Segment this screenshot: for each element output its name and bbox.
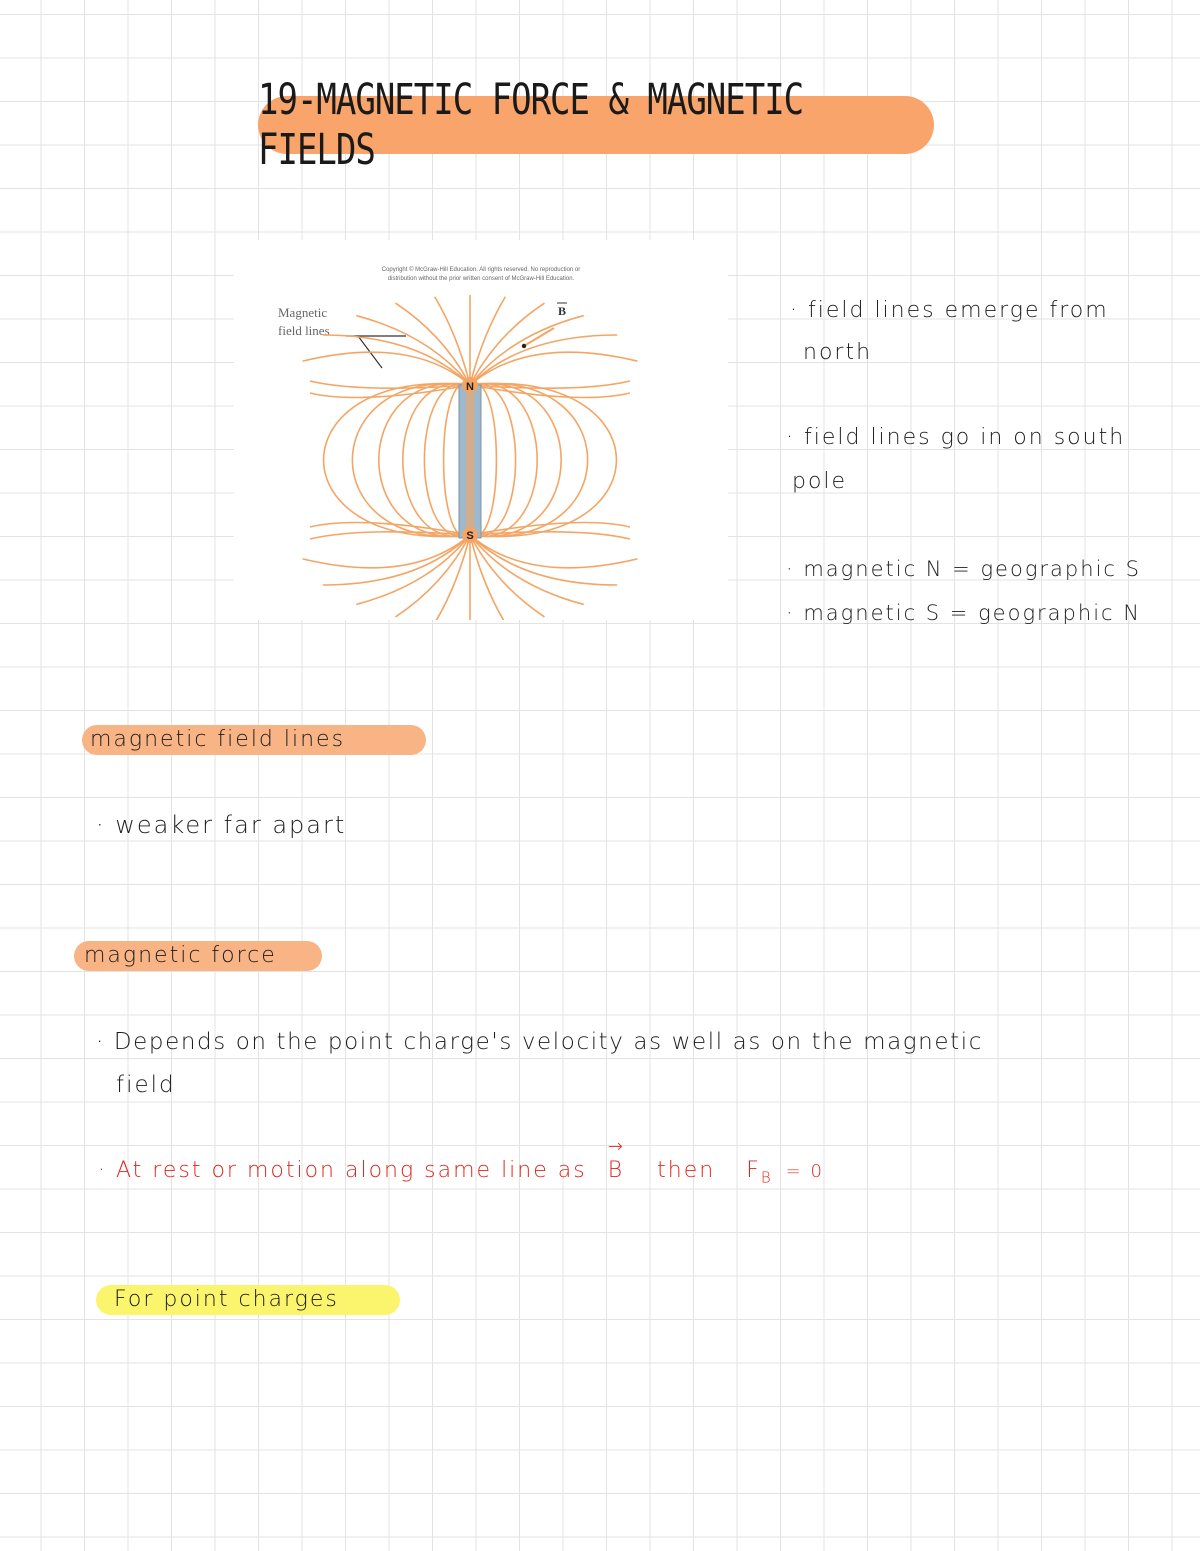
field-ray-south-10 — [470, 535, 637, 568]
force-heading: magnetic force — [84, 943, 277, 968]
side-note-1: · field lines emerge from — [790, 298, 1109, 323]
then-word: then — [657, 1158, 716, 1183]
bar-magnet-diagram — [234, 240, 728, 620]
north-label: N — [466, 381, 474, 393]
field-ray-north-0 — [303, 352, 470, 385]
magnetic-label-line-1: Magnetic — [278, 305, 328, 320]
magnetic-label-line-2: field lines — [278, 323, 330, 338]
vector-arrow-icon: → — [607, 1136, 625, 1157]
force-subscript: B — [760, 1168, 773, 1187]
bar-magnet-figure — [234, 240, 728, 620]
field-ray-north-9 — [470, 335, 617, 385]
side-note-4: · magnetic S = geographic N — [786, 601, 1141, 625]
b-vector — [607, 1136, 625, 1192]
copyright-line-2: distribution without the prior written consent of McGraw-Hill Education. — [387, 276, 575, 282]
field-ray-south-0 — [303, 535, 470, 568]
b-vector-letter: B — [607, 1158, 625, 1183]
point-charges-heading: For point charges — [114, 1287, 339, 1312]
b-field-label: B — [557, 304, 567, 318]
field-line-right-4 — [470, 384, 588, 537]
copyright-line-1: Copyright © McGraw-Hill Education. All rights reserved. No reproduction or — [381, 267, 581, 273]
side-note-2: · field lines go in on south — [786, 425, 1126, 450]
side-note-1-cont: north — [803, 340, 873, 365]
field-ray-south-9 — [470, 535, 617, 585]
rest-condition-text: · At rest or motion along same line as — [98, 1158, 587, 1183]
south-label: S — [466, 530, 474, 542]
field-line-right-5 — [470, 384, 616, 537]
bar-magnet-core — [466, 388, 474, 535]
field-lines-bullet: · weaker far apart — [96, 811, 347, 839]
field-lines-heading: magnetic field lines — [90, 727, 346, 752]
side-note-3: · magnetic N = geographic S — [786, 557, 1141, 581]
force-bullet-1-cont: field — [116, 1072, 176, 1098]
field-ray-north-1 — [323, 335, 470, 385]
force-equals-zero: = 0 — [785, 1161, 824, 1182]
page-title: 19-MAGNETIC FORCE & MAGNETIC FIELDS — [258, 75, 804, 175]
field-line-left-4 — [352, 384, 470, 537]
force-bullet-1: · Depends on the point charge's velocity as well as on the magnetic — [96, 1029, 983, 1055]
force-symbol — [746, 1158, 773, 1187]
side-note-2-cont: pole — [792, 469, 848, 494]
b-vector-point — [522, 344, 526, 348]
field-ray-south-1 — [323, 535, 470, 585]
field-ray-north-10 — [470, 352, 637, 385]
force-letter: F — [746, 1158, 761, 1183]
field-line-left-5 — [324, 384, 470, 537]
force-rest-condition — [98, 1136, 824, 1198]
